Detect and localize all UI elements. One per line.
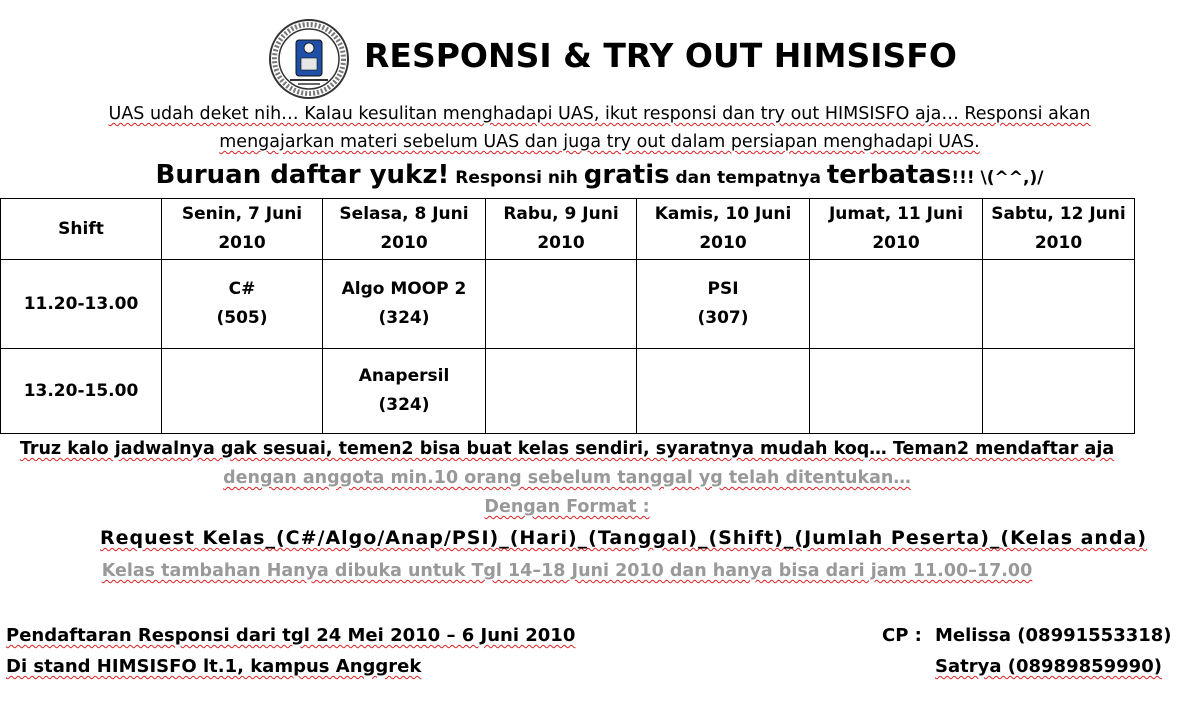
header-day: Sabtu, 12 Juni 2010: [983, 199, 1135, 260]
header-day: Kamis, 10 Juni 2010: [637, 199, 810, 260]
header-day: Jumat, 11 Juni 2010: [810, 199, 983, 260]
contact-label: CP :: [882, 625, 922, 646]
shift-cell: 13.20-15.00: [1, 349, 162, 434]
schedule-cell: Anapersil (324): [323, 349, 486, 434]
schedule-cell: [810, 349, 983, 434]
schedule-cell: [162, 349, 323, 434]
header-day: Selasa, 8 Juni 2010: [323, 199, 486, 260]
tagline-free: gratis: [583, 160, 670, 190]
contact-melissa: Melissa (08991553318): [935, 625, 1172, 646]
schedule-table: [0, 198, 1135, 434]
note-extra-class: Kelas tambahan Hanya dibuka untuk Tgl 14–18 Juni 2010 dan hanya bisa dari jam 11.00–17.00: [101, 561, 1033, 581]
page-title: RESPONSI & TRY OUT HIMSISFO: [364, 36, 957, 75]
registration-period: Pendaftaran Responsi dari tgl 24 Mei 2010 – 6 Juni 2010: [6, 625, 576, 646]
tagline-text-2: dan tempatnya: [669, 168, 827, 188]
header-day: Senin, 7 Juni 2010: [162, 199, 323, 260]
tagline-call: Buruan daftar yukz!: [155, 160, 450, 190]
schedule-cell: [486, 260, 637, 349]
registration-place: Di stand HIMSISFO lt.1, kampus Anggrek: [6, 656, 422, 677]
schedule-cell: [486, 349, 637, 434]
tagline: [0, 160, 1199, 190]
shift-cell: 11.20-13.00: [1, 260, 162, 349]
table-row: [1, 349, 1135, 434]
schedule-cell: [983, 349, 1135, 434]
tagline-text-1: Responsi nih: [449, 168, 584, 188]
intro-line-1: UAS udah deket nih… Kalau kesulitan menghadapi UAS, ikut responsi dan try out HIMSISFO aja… Responsi akan: [108, 104, 1091, 124]
tagline-limited: terbatas: [826, 160, 952, 190]
intro-line-2: mengajarkan materi sebelum UAS dan juga try out dalam persiapan menghadapi UAS.: [219, 132, 980, 152]
note-format-label: Dengan Format :: [484, 497, 650, 517]
note-custom-class: Truz kalo jadwalnya gak sesuai, temen2 bisa buat kelas sendiri, syaratnya mudah koq… Teman2 mendaftar aja: [19, 439, 1115, 459]
schedule-header-row: [1, 199, 1135, 260]
schedule-cell: [637, 349, 810, 434]
schedule-cell: [810, 260, 983, 349]
note-min-members: dengan anggota min.10 orang sebelum tanggal yg telah ditentukan…: [223, 468, 911, 488]
header-day: Rabu, 9 Juni 2010: [486, 199, 637, 260]
tagline-text-3: !!! \(^^,)/: [951, 168, 1044, 188]
schedule-cell: [983, 260, 1135, 349]
schedule-cell: PSI (307): [637, 260, 810, 349]
table-row: [1, 260, 1135, 349]
schedule-cell: C# (505): [162, 260, 323, 349]
note-request-format: Request Kelas_(C#/Algo/Anap/PSI)_(Hari)_(Tanggal)_(Shift)_(Jumlah Peserta)_(Kelas anda): [100, 527, 1148, 549]
header-shift: Shift: [1, 199, 162, 260]
contact-satrya: Satrya (08989859990): [935, 656, 1162, 677]
university-seal-logo-icon: [268, 18, 350, 100]
schedule-cell: Algo MOOP 2 (324): [323, 260, 486, 349]
